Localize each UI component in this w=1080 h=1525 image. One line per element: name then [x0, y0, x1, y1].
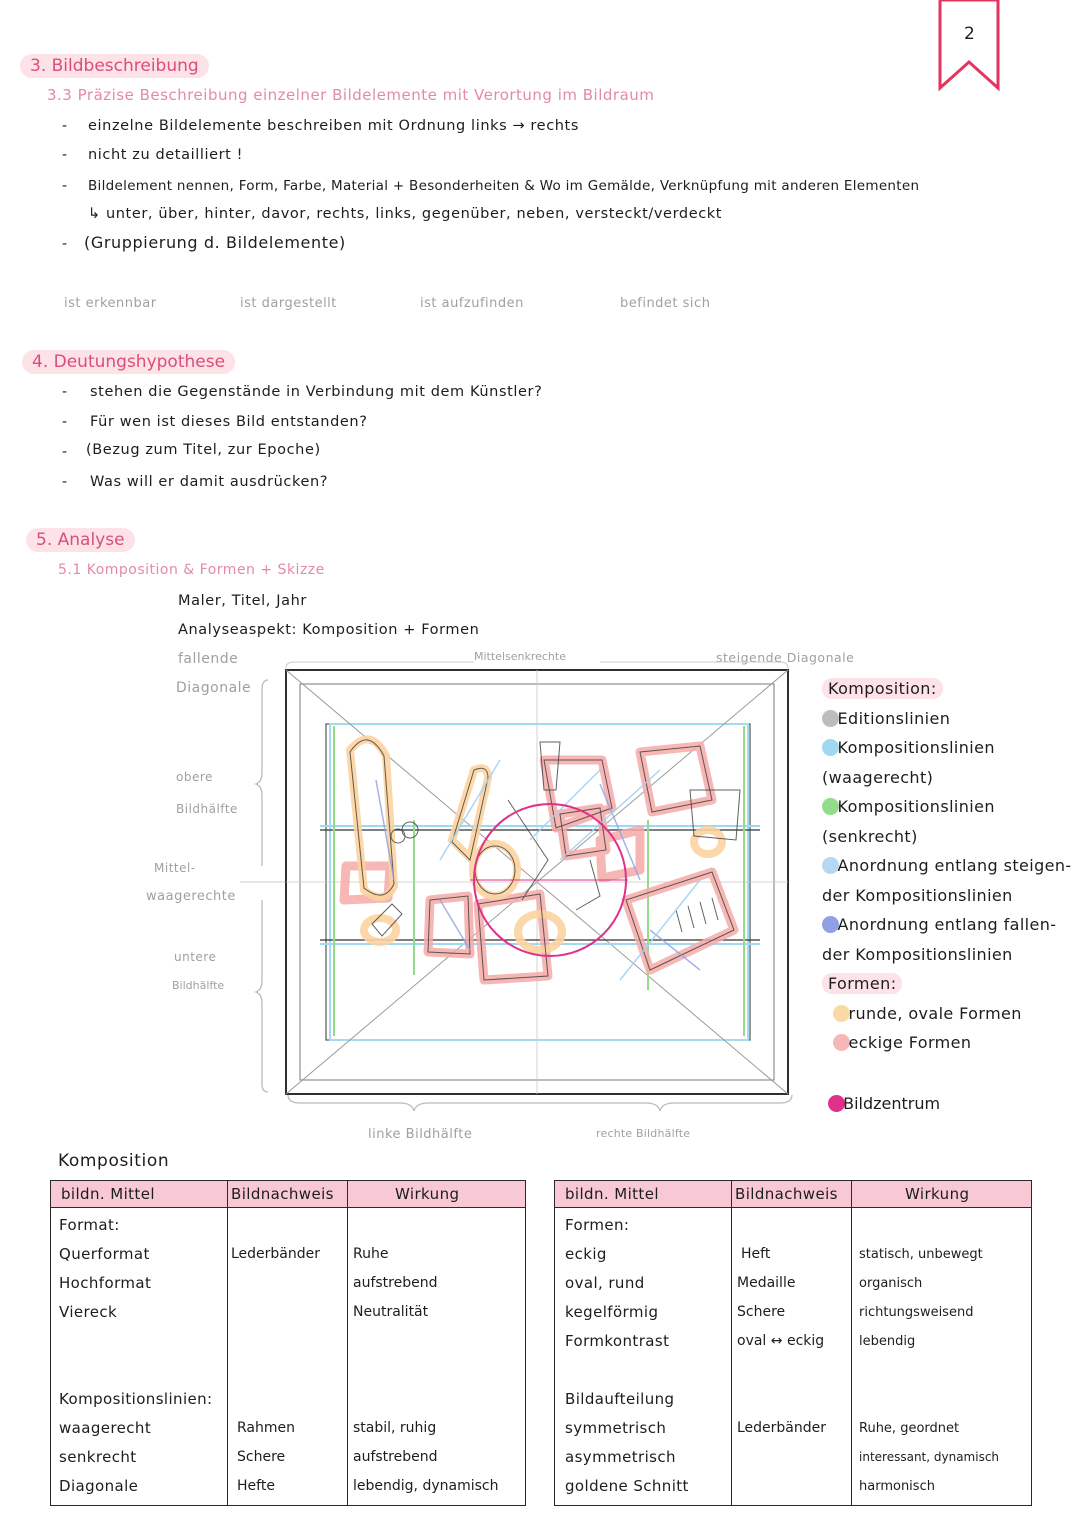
legend-dot-lightblue [822, 857, 839, 874]
table-divider [227, 1181, 228, 1505]
label-diagonale: Diagonale [176, 680, 252, 696]
table-cell: goldene Schnitt [565, 1477, 689, 1495]
table-cell [231, 1327, 320, 1356]
table-cell [353, 1211, 498, 1240]
legend-item-2: Kompositionslinien [837, 738, 995, 757]
section4-bullet-1: stehen die Gegenstände in Verbindung mit dem Künstler? [90, 384, 543, 400]
table-cell [353, 1327, 498, 1356]
brace-bottom-right [536, 1095, 792, 1111]
table-cell: lebendig, dynamisch [353, 1478, 499, 1494]
table-cell: Ruhe, geordnet [859, 1421, 960, 1436]
legend-dot-violet [822, 916, 839, 933]
section5-subheading: 5.1 Komposition & Formen + Skizze [58, 562, 325, 578]
label-untere: untere [174, 950, 217, 964]
tick-top-left [286, 662, 474, 668]
legend-item-8: Anordnung entlang fallen- [837, 915, 1057, 934]
table-cell: Lederbänder [231, 1246, 321, 1262]
legend-item-1: Editionslinien [837, 708, 951, 728]
table-divider [347, 1181, 348, 1505]
bullet-dash: - [62, 236, 68, 252]
table-cell: Schere [737, 1304, 786, 1320]
section3-heading: 3. Bildbeschreibung [20, 54, 209, 78]
table-cell [59, 1356, 213, 1385]
table-cell [353, 1356, 498, 1385]
table-cell: Hochformat [59, 1274, 152, 1292]
table-divider [731, 1181, 732, 1505]
table-cell: interessant, dynamisch [859, 1450, 1000, 1464]
legend-item-7: der Kompositionslinien [822, 885, 1013, 905]
legend-title: Komposition: [822, 678, 943, 699]
label-steigende-diagonale: steigende Diagonale [716, 650, 855, 665]
table-cell [737, 1443, 826, 1472]
legend-formen-title: Formen: [822, 973, 902, 994]
table-right-header-nachweis: Bildnachweis [735, 1185, 838, 1203]
label-mittel: Mittel- [154, 861, 196, 875]
label-waagerechte: waagerechte [146, 889, 236, 904]
table-cell [59, 1327, 213, 1356]
table-cell: statisch, unbewegt [859, 1247, 983, 1262]
table-cell: oval, rund [565, 1274, 645, 1292]
table-right-col-nachweis [737, 1211, 826, 1501]
section3-bullet-2: nicht zu detailliert ! [88, 147, 244, 163]
section5-line1: Maler, Titel, Jahr [178, 593, 307, 609]
table-left-col-nachweis [231, 1211, 320, 1501]
table-left [50, 1180, 526, 1506]
section3-bullet-5: (Gruppierung d. Bildelemente) [84, 233, 346, 252]
section4-bullet-3: (Bezug zum Titel, zur Epoche) [86, 442, 321, 458]
table-cell: senkrecht [59, 1448, 137, 1466]
section5-line2: Analyseaspekt: Komposition + Formen [178, 622, 480, 638]
table-left-header-wirkung: Wirkung [395, 1185, 460, 1203]
table-cell: Format: [59, 1216, 120, 1234]
bullet-dash: - [62, 414, 68, 430]
table-left-header-mittel: bildn. Mittel [61, 1185, 155, 1203]
label-bildhaelfte-bottom: Bildhälfte [172, 979, 225, 992]
table-cell: stabil, ruhig [353, 1420, 437, 1436]
brace-left-bottom [256, 900, 268, 1092]
legend-item-9: der Kompositionslinien [822, 944, 1013, 964]
legend-item-3: (waagerecht) [822, 767, 934, 787]
table-cell: Hefte [237, 1478, 275, 1494]
table-right-header-wirkung: Wirkung [905, 1185, 970, 1203]
table-cell: Schere [237, 1449, 286, 1465]
phrase-1: ist erkennbar [64, 296, 157, 311]
table-left-col-wirkung [353, 1211, 498, 1501]
table-cell [859, 1356, 999, 1385]
table-cell [565, 1356, 689, 1385]
table-cell: Rahmen [237, 1420, 295, 1436]
section4-bullet-4: Was will er damit ausdrücken? [90, 474, 329, 490]
bullet-dash: - [62, 384, 68, 400]
legend-formen-2: eckige Formen [848, 1033, 972, 1052]
table-cell: waagerecht [59, 1419, 152, 1437]
table-cell: asymmetrisch [565, 1448, 676, 1466]
bullet-dash: - [62, 178, 68, 194]
table-cell [737, 1385, 826, 1414]
table-cell: harmonisch [859, 1479, 935, 1494]
table-right-col-wirkung [859, 1211, 999, 1501]
label-mittelsenkrechte: Mittelsenkrechte [474, 650, 566, 663]
table-cell: Bildaufteilung [565, 1390, 675, 1408]
legend-item-6: Anordnung entlang steigen- [837, 856, 1072, 875]
table-cell [737, 1356, 826, 1385]
table-cell: oval ↔ eckig [737, 1333, 825, 1349]
table-cell [353, 1385, 498, 1414]
table-cell: kegelförmig [565, 1303, 659, 1321]
table-cell: Ruhe [353, 1246, 389, 1262]
table-cell [231, 1269, 320, 1298]
legend-formen-1: runde, ovale Formen [848, 1003, 1022, 1023]
table-cell: eckig [565, 1245, 607, 1263]
table-cell [231, 1356, 320, 1385]
section5-heading: 5. Analyse [26, 528, 135, 552]
table-cell: Viereck [59, 1303, 118, 1321]
legend-item-4: Kompositionslinien [837, 797, 995, 816]
table-cell: aufstrebend [353, 1449, 438, 1465]
brace-bottom-left [288, 1095, 536, 1111]
bullet-dash: - [62, 147, 68, 163]
table-cell: aufstrebend [353, 1275, 438, 1291]
table-cell: Formkontrast [565, 1332, 670, 1350]
table-right-header-mittel: bildn. Mittel [565, 1185, 659, 1203]
label-obere: obere [176, 770, 213, 784]
legend-dot-blue [822, 739, 839, 756]
table-cell: Lederbänder [737, 1420, 827, 1436]
brace-left-top [256, 680, 268, 866]
table-cell: richtungsweisend [859, 1305, 974, 1320]
section3-bullet-4: ↳ unter, über, hinter, davor, rechts, links, gegenüber, neben, versteckt/verdeckt [88, 206, 723, 222]
table-cell: Medaille [737, 1275, 796, 1291]
section3-bullet-1: einzelne Bildelemente beschreiben mit Ordnung links → rechts [88, 118, 579, 134]
table-cell [859, 1211, 999, 1240]
page-number: 2 [964, 24, 975, 44]
tick-top-right [600, 662, 788, 668]
table-left-col-mittel [59, 1211, 213, 1501]
legend [822, 674, 1072, 1058]
table-right [554, 1180, 1032, 1506]
bullet-dash: - [62, 118, 68, 134]
table-cell: Kompositionslinien: [59, 1390, 213, 1408]
phrase-2: ist dargestellt [240, 296, 337, 311]
table-cell [231, 1298, 320, 1327]
table-cell [231, 1211, 320, 1240]
section3-bullet-3: Bildelement nennen, Form, Farbe, Material + Besonderheiten & Wo im Gemälde, Verknüpfung mit anderen Elementen [88, 178, 920, 194]
table-cell [737, 1211, 826, 1240]
phrase-3: ist aufzufinden [420, 296, 524, 311]
section3-subheading: 3.3 Präzise Beschreibung einzelner Bildelemente mit Verortung im Bildraum [47, 86, 655, 104]
label-linke-bildhaelfte: linke Bildhälfte [368, 1127, 473, 1142]
table-left-header-nachweis: Bildnachweis [231, 1185, 334, 1203]
label-fallende: fallende [178, 651, 239, 667]
table-cell [737, 1472, 826, 1501]
legend-dot-green [822, 798, 839, 815]
table-divider [851, 1181, 852, 1505]
section4-bullet-2: Für wen ist dieses Bild entstanden? [90, 414, 368, 430]
table-cell: Diagonale [59, 1477, 139, 1495]
table-cell: organisch [859, 1276, 923, 1291]
table-cell [231, 1385, 320, 1414]
phrase-4: befindet sich [620, 296, 711, 311]
table-caption: Komposition [58, 1151, 170, 1171]
legend-item-5: (senkrecht) [822, 826, 918, 846]
legend-center [828, 1094, 940, 1113]
section4-heading: 4. Deutungshypothese [22, 350, 235, 374]
table-cell: symmetrisch [565, 1419, 667, 1437]
table-cell [859, 1385, 999, 1414]
bullet-dash: - [62, 474, 68, 490]
label-rechte-bildhaelfte: rechte Bildhälfte [596, 1127, 691, 1140]
table-cell: lebendig [859, 1334, 916, 1349]
legend-center-text: Bildzentrum [843, 1094, 941, 1113]
table-right-col-mittel [565, 1211, 689, 1501]
table-cell: Formen: [565, 1216, 630, 1234]
table-cell: Neutralität [353, 1304, 429, 1320]
table-cell: Heft [741, 1246, 771, 1262]
table-cell: Querformat [59, 1245, 150, 1263]
label-bildhaelfte-top: Bildhälfte [176, 802, 238, 816]
bullet-dash: - [62, 444, 68, 460]
legend-dot-gray [822, 710, 839, 727]
